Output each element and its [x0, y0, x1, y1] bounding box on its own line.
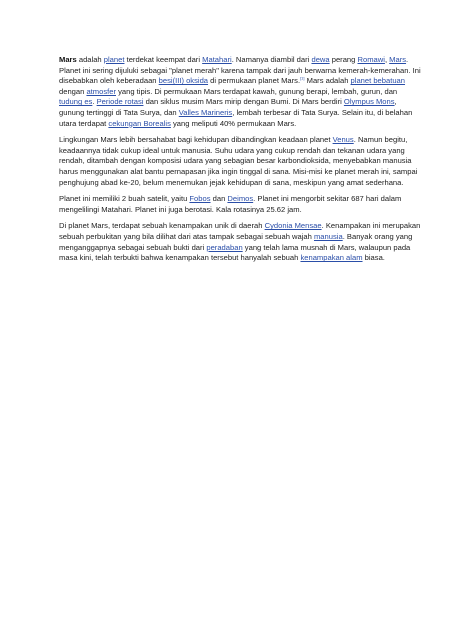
link-romawi[interactable]: Romawi — [357, 55, 385, 64]
text: , — [384, 55, 390, 64]
text: . — [92, 97, 97, 107]
article-body — [59, 55, 421, 270]
text: dan siklus musim Mars mirip dengan Bumi. Di Mars berdiri — [143, 97, 344, 107]
text: , lembah terbesar di Tata Surya. Selain itu, di belahan utara terdapat — [59, 107, 413, 128]
link-planet[interactable]: planet — [103, 55, 125, 64]
text: Mars adalah — [304, 76, 351, 86]
link-besi-oksida[interactable]: besi(III) oksida — [158, 76, 209, 86]
link-tudung-es[interactable]: tudung es — [59, 97, 93, 107]
text: yang tipis. Di permukaan Mars terdapat kawah, gunung berapi, lembah, gurun, dan — [116, 86, 398, 96]
paragraph-cydonia — [59, 221, 421, 263]
text: Di planet Mars, terdapat sebuah kenampakan unik di daerah — [59, 221, 265, 231]
text: . Namun begitu, keadaannya tidak cukup ideal untuk manusia. Suhu udara yang cukup rendah dan tekanan udara yang rendah, ditambah dengan komposisi udara yang sebagian besar karbondioksida, menyebabkan manusia harus menggunakan alat bantu pernapasan jika ingin tinggal di sana. Misi-misi ke planet merah ini, sampai penghujung abad ke-20, belum menemukan jejak kehidupan di sana, meskipun yang amat sederhana. — [59, 135, 418, 187]
link-atmosfer[interactable]: atmosfer — [86, 86, 116, 96]
link-valles-marineris[interactable]: Valles Marineris — [178, 107, 233, 117]
link-planet-bebatuan[interactable]: planet bebatuan — [350, 76, 406, 86]
text: Lingkungan Mars lebih bersahabat bagi kehidupan dibandingkan keadaan planet — [59, 135, 333, 145]
text: . Kenampakan ini merupakan sebuah perbukitan yang bila dilihat dari atas tampak sebagai sebuah wajah — [59, 221, 421, 241]
text: Planet ini memiliki 2 buah satelit, yaitu — [59, 194, 190, 204]
text: dengan — [59, 86, 87, 96]
text: di permukaan planet Mars. — [208, 76, 301, 86]
link-mars[interactable]: Mars — [389, 55, 407, 64]
text: adalah — [76, 55, 104, 64]
paragraph-satellites — [59, 194, 421, 215]
link-deimos[interactable]: Deimos — [227, 194, 254, 204]
link-cekungan-borealis[interactable]: cekungan Borealis — [108, 118, 171, 128]
link-manusia[interactable]: manusia — [313, 231, 343, 241]
text: , gunung tertinggi di Tata Surya, dan — [59, 97, 397, 117]
text: yang meliputi 40% permukaan Mars. — [170, 118, 297, 128]
link-peradaban[interactable]: peradaban — [206, 242, 243, 252]
paragraph-intro — [59, 55, 421, 129]
text: perang — [329, 55, 358, 64]
link-matahari[interactable]: Matahari — [202, 55, 232, 64]
text: biasa. — [362, 253, 385, 263]
link-venus[interactable]: Venus — [332, 135, 354, 145]
text: . Planet ini sering dijuluki sebagai "planet merah" karena tampak dari jauh berwarna kemerah-kemerahan. Ini disebabkan oleh keberadaan — [59, 55, 421, 86]
link-olympus-mons[interactable]: Olympus Mons — [343, 97, 395, 107]
text: terdekat keempat dari — [124, 55, 203, 64]
paragraph-environment — [59, 135, 421, 188]
text: yang telah lama musnah di Mars, walaupun pada masa kini, telah terbukti bahwa kenampakan tersebut hanyalah sebuah — [59, 242, 411, 263]
term-mars: Mars — [59, 55, 77, 64]
reference-marker[interactable]: [1] — [300, 75, 305, 81]
text: dan — [210, 194, 228, 204]
link-periode-rotasi[interactable]: Periode rotasi — [96, 97, 144, 107]
link-dewa[interactable]: dewa — [311, 55, 330, 64]
link-kenampakan-alam[interactable]: kenampakan alam — [300, 253, 363, 263]
text: . Banyak orang yang menganggapnya sebagai sebuah bukti dari — [59, 231, 413, 252]
link-cydonia-mensae[interactable]: Cydonia Mensae — [264, 221, 322, 231]
text: . Namanya diambil dari — [231, 55, 312, 64]
text: . Planet ini mengorbit sekitar 687 hari dalam mengelilingi Matahari. Planet ini juga berotasi. Kala rotasinya 25.62 jam. — [59, 194, 402, 214]
link-fobos[interactable]: Fobos — [189, 194, 211, 204]
